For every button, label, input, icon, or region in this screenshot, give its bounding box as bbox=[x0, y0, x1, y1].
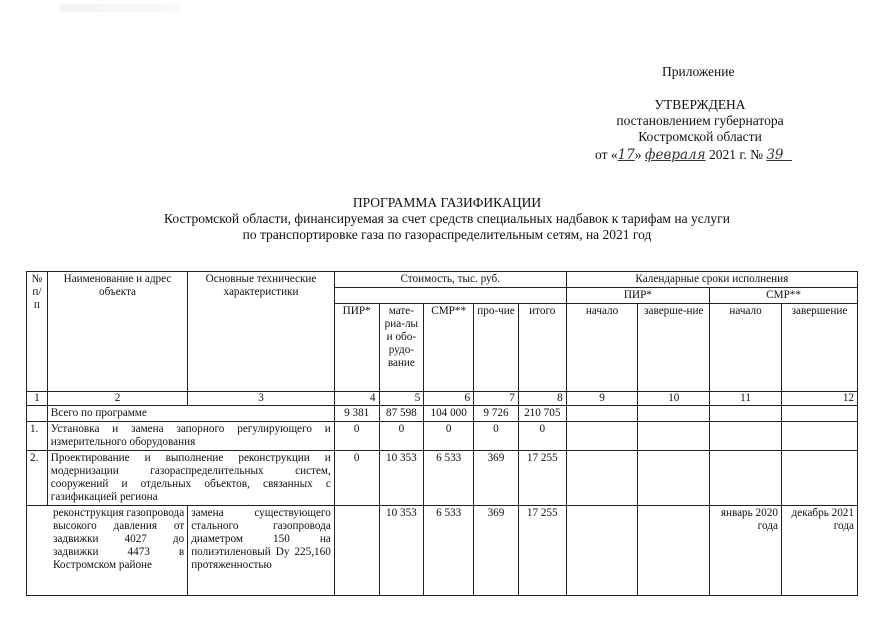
object-other: 369 bbox=[474, 506, 519, 596]
object-smr-end: декабрь 2021 года bbox=[781, 506, 857, 596]
header-cost-spacer bbox=[334, 288, 566, 304]
col-number: 6 bbox=[424, 392, 474, 406]
header-total: итого bbox=[518, 304, 566, 392]
col-number: 8 bbox=[518, 392, 566, 406]
appendix-label: Приложение bbox=[662, 64, 735, 79]
approved-label: УТВЕРЖДЕНА bbox=[654, 97, 746, 112]
approval-date bbox=[595, 147, 792, 163]
row-other: 369 bbox=[474, 451, 519, 506]
handwritten-month: февраля bbox=[644, 147, 706, 163]
total-pir: 9 381 bbox=[334, 406, 379, 422]
object-total: 17 255 bbox=[518, 506, 566, 596]
row-total: 0 bbox=[518, 422, 566, 451]
row-pir: 0 bbox=[334, 422, 379, 451]
row-total: 17 255 bbox=[518, 451, 566, 506]
table-row-object bbox=[27, 506, 858, 596]
row-smr: 6 533 bbox=[424, 451, 474, 506]
col-number: 3 bbox=[188, 392, 335, 406]
empty-cell bbox=[638, 451, 710, 506]
header-other: про-чие bbox=[474, 304, 519, 392]
col-number: 9 bbox=[566, 392, 638, 406]
total-materials: 87 598 bbox=[379, 406, 424, 422]
table-row-total bbox=[27, 406, 858, 422]
col-number: 1 bbox=[27, 392, 48, 406]
table-row bbox=[27, 451, 858, 506]
empty-cell bbox=[566, 406, 638, 422]
header-tech: Основные технические характеристики bbox=[188, 272, 335, 392]
row-num: 1. bbox=[27, 422, 48, 451]
empty-cell bbox=[710, 422, 782, 451]
empty-cell bbox=[638, 406, 710, 422]
header-schedule: Календарные сроки исполнения bbox=[566, 272, 857, 288]
object-materials: 10 353 bbox=[379, 506, 424, 596]
col-number: 2 bbox=[47, 392, 187, 406]
empty-cell bbox=[566, 506, 638, 596]
header-num: № п/п bbox=[27, 272, 48, 392]
object-pir bbox=[334, 506, 379, 596]
handwritten-day: 17 bbox=[617, 147, 635, 163]
row-smr: 0 bbox=[424, 422, 474, 451]
total-other: 9 726 bbox=[474, 406, 519, 422]
col-number: 7 bbox=[474, 392, 519, 406]
program-subtitle-1: Костромской области, финансируемая за счет средств специальных надбавок к тарифам на услуги bbox=[164, 211, 730, 226]
empty-cell bbox=[781, 406, 857, 422]
handwritten-number: 39 bbox=[766, 147, 784, 163]
header-materials: мате-риа-лы и обо-рудо-вание bbox=[379, 304, 424, 392]
total-smr: 104 000 bbox=[424, 406, 474, 422]
empty-cell bbox=[781, 451, 857, 506]
date-year: 2021 г. № bbox=[708, 147, 763, 162]
row-materials: 10 353 bbox=[379, 451, 424, 506]
date-prefix: от « bbox=[595, 147, 618, 162]
row-materials: 0 bbox=[379, 422, 424, 451]
header-smr-start: начало bbox=[710, 304, 782, 392]
header-pir: ПИР* bbox=[334, 304, 379, 392]
empty-cell bbox=[710, 406, 782, 422]
table-row bbox=[27, 422, 858, 451]
header-smr: СМР** bbox=[424, 304, 474, 392]
program-subtitle-2: по транспортировке газа по газораспределительным сетям, на 2021 год bbox=[242, 227, 652, 242]
approval-block bbox=[590, 97, 810, 145]
col-number: 5 bbox=[379, 392, 424, 406]
header-pir-end: заверше-ние bbox=[638, 304, 710, 392]
total-total: 210 705 bbox=[518, 406, 566, 422]
program-title: ПРОГРАММА ГАЗИФИКАЦИИ bbox=[352, 195, 542, 210]
empty-cell bbox=[566, 422, 638, 451]
scan-artifact bbox=[60, 4, 180, 12]
col-number: 12 bbox=[781, 392, 857, 406]
object-smr-start: январь 2020 года bbox=[710, 506, 782, 596]
col-number: 10 bbox=[638, 392, 710, 406]
empty-cell bbox=[710, 451, 782, 506]
header-name: Наименование и адрес объекта bbox=[47, 272, 187, 392]
header-cost: Стоимость, тыс. руб. bbox=[334, 272, 566, 288]
row-name: Установка и замена запорного регулирующего и измерительного оборудования bbox=[47, 422, 334, 451]
row-num: 2. bbox=[27, 451, 48, 506]
row-pir: 0 bbox=[334, 451, 379, 506]
empty-cell bbox=[566, 451, 638, 506]
total-num bbox=[27, 406, 48, 422]
row-other: 0 bbox=[474, 422, 519, 451]
gasification-table bbox=[26, 271, 858, 596]
empty-cell bbox=[638, 506, 710, 596]
date-mid: » bbox=[634, 147, 642, 162]
region-line: Костромской области bbox=[638, 129, 762, 144]
approved-by-line: постановлением губернатора bbox=[616, 113, 784, 128]
header-pir-start: начало bbox=[566, 304, 638, 392]
header-smr-end: завершение bbox=[781, 304, 857, 392]
total-label: Всего по программе bbox=[47, 406, 334, 422]
col-number: 4 bbox=[334, 392, 379, 406]
header-smr-group: СМР** bbox=[710, 288, 858, 304]
object-tech: замена существующего стального газопровода диаметром 150 на полиэтиленовый Dy 225,160 протяженностью bbox=[188, 506, 335, 596]
empty-cell bbox=[638, 422, 710, 451]
object-smr: 6 533 bbox=[424, 506, 474, 596]
object-name: реконструкция газопровода высокого давления от задвижки 4027 до задвижки 4473 в Костромском районе bbox=[27, 506, 188, 596]
row-name: Проектирование и выполнение реконструкции и модернизации газораспределительных систем, сооружений и отдельных объектов, связанных с газификацией региона bbox=[47, 451, 334, 506]
empty-cell bbox=[781, 422, 857, 451]
col-number: 11 bbox=[710, 392, 782, 406]
header-pir-group: ПИР* bbox=[566, 288, 710, 304]
